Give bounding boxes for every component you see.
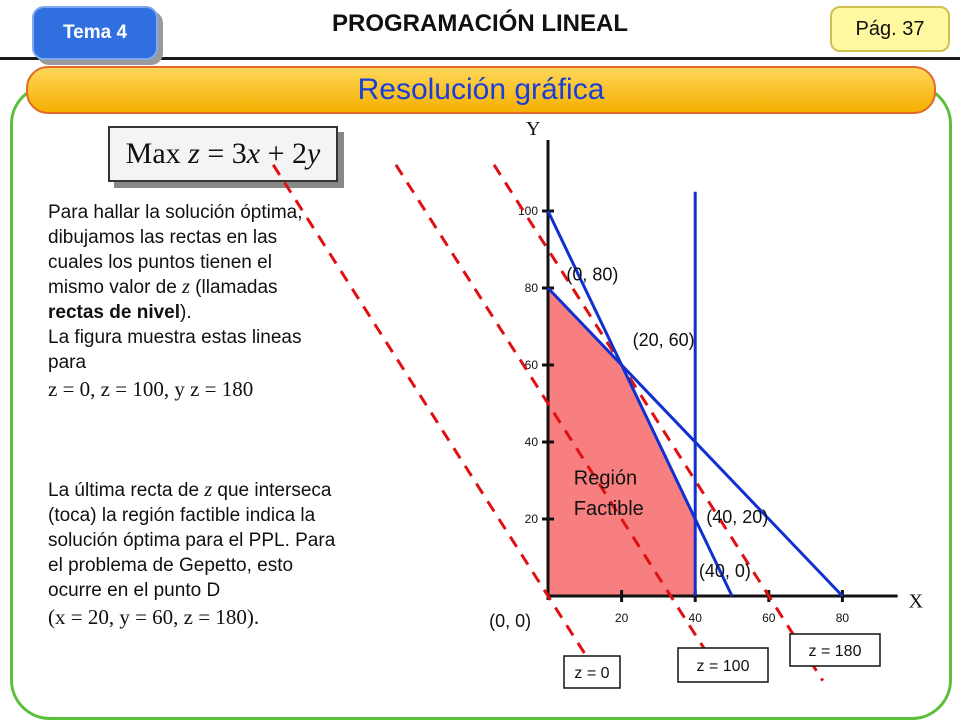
vertex-label: (40, 20): [706, 506, 769, 527]
text-line: para: [48, 352, 87, 373]
x-tick-label: 60: [762, 611, 776, 625]
vertex-label: (40, 0): [698, 560, 751, 581]
text-line: mismo valor de z (llamadas: [48, 276, 278, 298]
y-tick-label: 80: [524, 281, 538, 295]
text-line: ocurre en el punto D: [48, 580, 221, 601]
y-tick-label: 60: [524, 358, 538, 372]
y-axis-label: Y: [526, 118, 541, 140]
y-tick-label: 100: [517, 204, 538, 218]
text-line: La última recta de z que interseca: [48, 479, 332, 501]
x-tick-label: 40: [688, 611, 702, 625]
optimal-solution-equation: (x = 20, y = 60, z = 180).: [48, 605, 260, 629]
level-lines-equation: z = 0, z = 100, y z = 180: [48, 377, 254, 401]
z-label: z = 180: [808, 643, 862, 660]
objective-prefix: Max: [125, 137, 189, 170]
page-number-badge: Pág. 37: [830, 6, 950, 52]
vertex-label: (20, 60): [632, 329, 695, 350]
text-line: La figura muestra estas lineas: [48, 327, 302, 348]
text-line: solución óptima para el PPL. Para: [48, 530, 336, 551]
z-label: z = 100: [696, 658, 750, 675]
objective-y: y: [307, 137, 321, 170]
y-tick-label: 20: [524, 512, 538, 526]
objective-eq: = 3: [199, 137, 247, 170]
vertex-label: (0, 80): [566, 264, 619, 285]
header-title: PROGRAMACIÓN LINEAL: [332, 10, 628, 37]
y-tick-label: 40: [524, 435, 538, 449]
text-line: cuales los puntos tienen el: [48, 252, 272, 273]
objective-x: x: [246, 137, 261, 170]
slide-title: Resolución gráfica: [26, 66, 936, 114]
objective-plus: + 2: [260, 137, 308, 170]
tema-badge: Tema 4: [32, 6, 158, 60]
text-line: dibujamos las rectas en las: [48, 227, 278, 248]
objective-z: z: [188, 137, 200, 170]
text-line: rectas de nivel).: [48, 302, 192, 323]
z-label: z = 0: [574, 665, 610, 682]
text-line: (toca) la región factible indica la: [48, 505, 316, 526]
x-axis-label: X: [908, 590, 924, 613]
text-line: el problema de Gepetto, esto: [48, 555, 294, 576]
text-line: Para hallar la solución óptima,: [48, 202, 303, 223]
x-tick-label: 80: [835, 611, 850, 625]
region-label: Factible: [573, 498, 644, 521]
vertex-label: (0, 0): [489, 610, 532, 631]
x-tick-label: 20: [614, 611, 629, 625]
level-line: [494, 165, 823, 681]
region-label: Región: [573, 467, 638, 490]
